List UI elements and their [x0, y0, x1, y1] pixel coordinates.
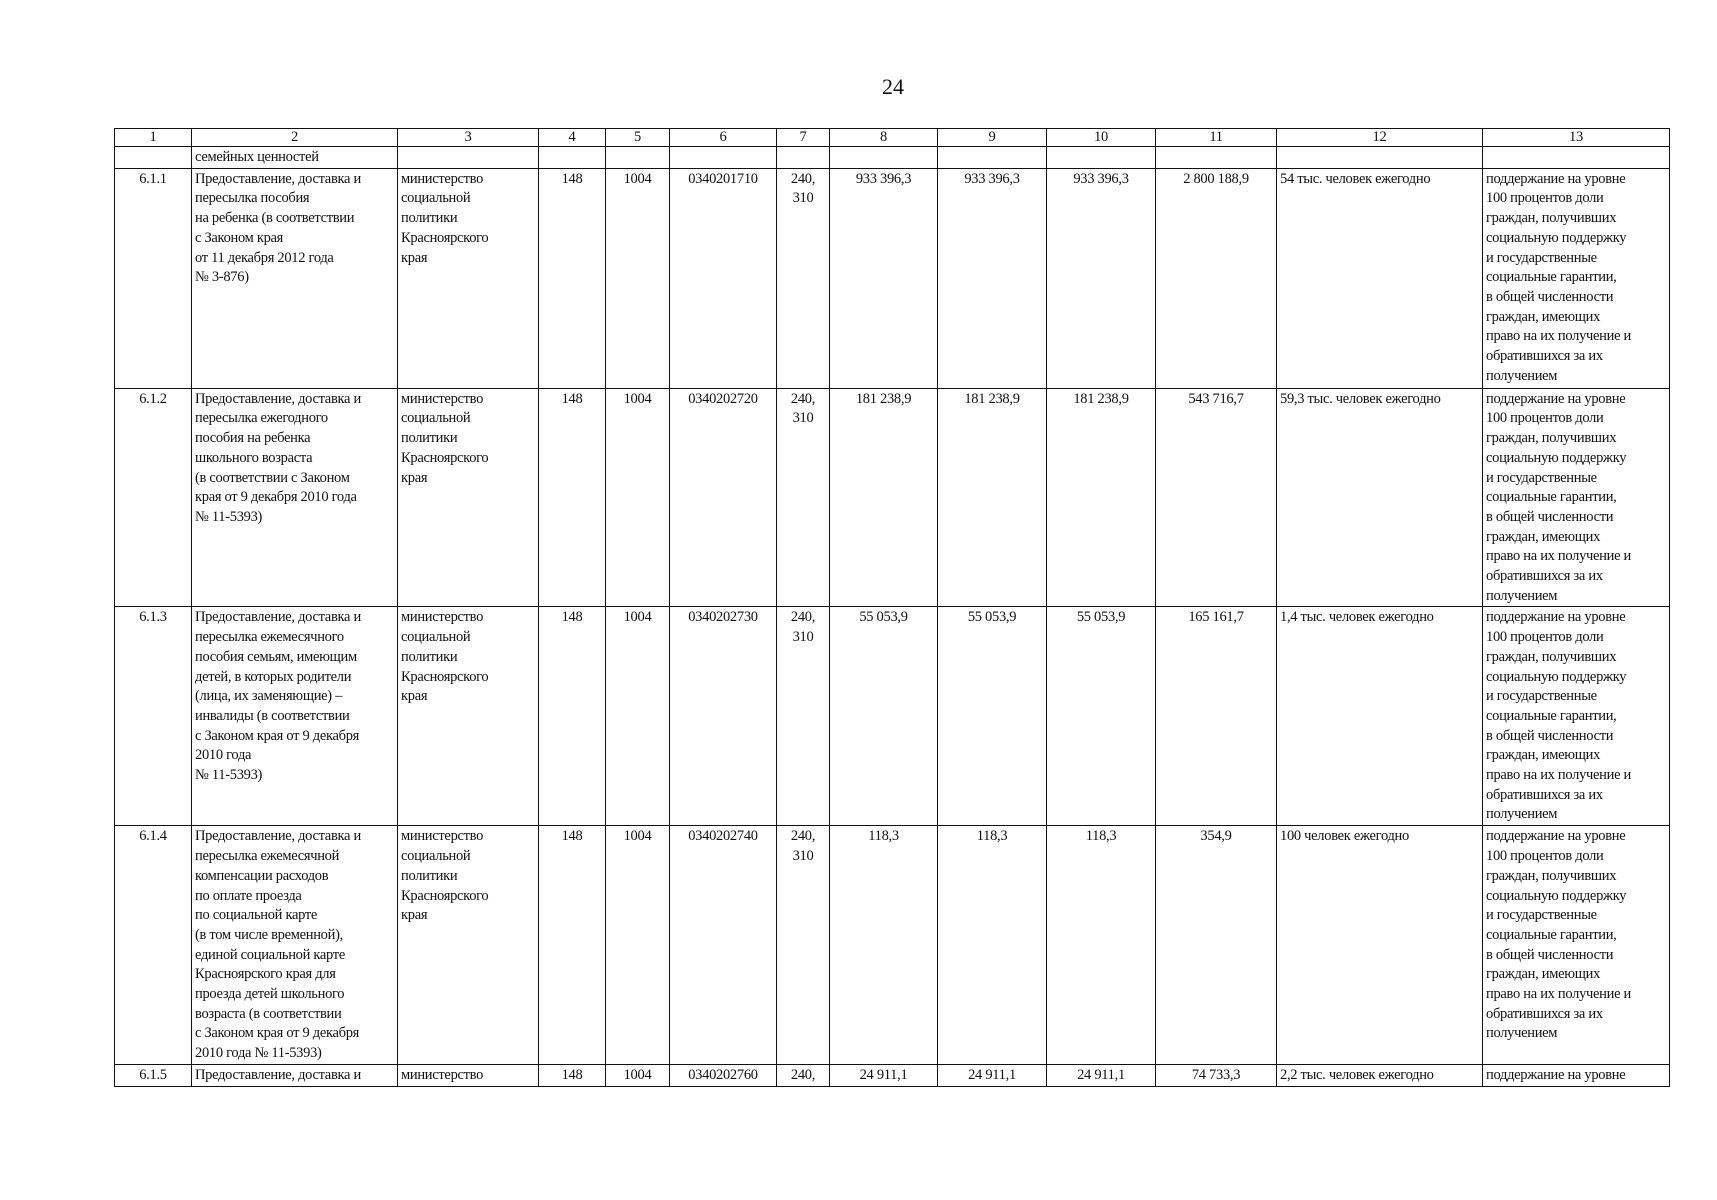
- cell-result: 59,3 тыс. человек ежегодно: [1277, 388, 1483, 607]
- cell-grbs: 148: [539, 388, 606, 607]
- cell-goal: поддержание на уровне 100 процентов доли граждан, получивших социальную поддержку и государственные социальные гарантии, в общей численности граждан, имеющих право на их получение и обратившихся за их получением: [1483, 388, 1670, 607]
- table-row: [115, 1065, 1670, 1087]
- cell-year3: 118,3: [1047, 826, 1156, 1065]
- empty-cell: [398, 147, 539, 169]
- cell-result: 1,4 тыс. человек ежегодно: [1277, 607, 1483, 826]
- table-row: [115, 168, 1670, 388]
- cell-total: 354,9: [1156, 826, 1277, 1065]
- column-header: 12: [1277, 129, 1483, 147]
- cell-year2: 933 396,3: [938, 168, 1047, 388]
- cell-rzpr: 1004: [606, 826, 670, 1065]
- program-activities-table: [114, 128, 1670, 1087]
- column-header: 4: [539, 129, 606, 147]
- cell-grbs: 148: [539, 607, 606, 826]
- cell-executor: министерство социальной политики Красноярского края: [398, 388, 539, 607]
- cell-csr: 0340202740: [670, 826, 777, 1065]
- cell-grbs: 148: [539, 168, 606, 388]
- cell-activity-name: Предоставление, доставка и пересылка пособия на ребенка (в соответствии с Законом края от 11 декабря 2012 года № 3-876): [192, 168, 398, 388]
- cell-num: 6.1.1: [115, 168, 192, 388]
- page-number: 24: [882, 74, 904, 99]
- column-header: 7: [777, 129, 830, 147]
- cell-vr: 240, 310: [777, 168, 830, 388]
- cell-activity-name: Предоставление, доставка и пересылка ежемесячного пособия семьям, имеющим детей, в которых родители (лица, их заменяющие) – инвалиды (в соответствии с Законом края от 9 декабря 2010 года № 11-5393): [192, 607, 398, 826]
- cell-csr: 0340202760: [670, 1065, 777, 1087]
- cell-year2: 55 053,9: [938, 607, 1047, 826]
- cell-vr: 240, 310: [777, 607, 830, 826]
- cell-activity-name: Предоставление, доставка и пересылка ежемесячной компенсации расходов по оплате проезда по социальной карте (в том числе временной), единой социальной карте Красноярского края для проезда детей школьного возраста (в соответствии с Законом края от 9 декабря 2010 года № 11-5393): [192, 826, 398, 1065]
- column-header: 8: [830, 129, 938, 147]
- cell-vr: 240, 310: [777, 826, 830, 1065]
- cell-executor: министерство социальной политики Красноярского края: [398, 826, 539, 1065]
- cell-total: 165 161,7: [1156, 607, 1277, 826]
- cell-total: 2 800 188,9: [1156, 168, 1277, 388]
- cell-num: 6.1.2: [115, 388, 192, 607]
- empty-cell: [938, 147, 1047, 169]
- cell-result: 54 тыс. человек ежегодно: [1277, 168, 1483, 388]
- table-row: [115, 388, 1670, 607]
- cell-year1: 118,3: [830, 826, 938, 1065]
- cell-vr: 240, 310: [777, 388, 830, 607]
- empty-cell: [1047, 147, 1156, 169]
- cell-year1: 55 053,9: [830, 607, 938, 826]
- cell-year3: 933 396,3: [1047, 168, 1156, 388]
- empty-cell: [539, 147, 606, 169]
- column-header: 1: [115, 129, 192, 147]
- cell-year3: 55 053,9: [1047, 607, 1156, 826]
- cell-csr: 0340202730: [670, 607, 777, 826]
- cell-num: 6.1.3: [115, 607, 192, 826]
- cell-total: 74 733,3: [1156, 1065, 1277, 1087]
- cell-year2: 24 911,1: [938, 1065, 1047, 1087]
- continuation-row: [115, 147, 1670, 169]
- cell-year2: 181 238,9: [938, 388, 1047, 607]
- table-row: [115, 826, 1670, 1065]
- cell-rzpr: 1004: [606, 168, 670, 388]
- cell-vr: 240,: [777, 1065, 830, 1087]
- empty-cell: [1277, 147, 1483, 169]
- column-header: 6: [670, 129, 777, 147]
- empty-cell: [830, 147, 938, 169]
- empty-cell: [777, 147, 830, 169]
- cell-goal: поддержание на уровне 100 процентов доли граждан, получивших социальную поддержку и государственные социальные гарантии, в общей численности граждан, имеющих право на их получение и обратившихся за их получением: [1483, 826, 1670, 1065]
- continuation-text: семейных ценностей: [192, 147, 398, 169]
- column-header: 3: [398, 129, 539, 147]
- cell-year1: 181 238,9: [830, 388, 938, 607]
- cell-executor: министерство социальной политики Красноярского края: [398, 607, 539, 826]
- cell-year3: 24 911,1: [1047, 1065, 1156, 1087]
- column-header: 5: [606, 129, 670, 147]
- cell-rzpr: 1004: [606, 1065, 670, 1087]
- column-header: 9: [938, 129, 1047, 147]
- column-header: 10: [1047, 129, 1156, 147]
- cell-year1: 933 396,3: [830, 168, 938, 388]
- cell-total: 543 716,7: [1156, 388, 1277, 607]
- cell-grbs: 148: [539, 826, 606, 1065]
- cell-result: 2,2 тыс. человек ежегодно: [1277, 1065, 1483, 1087]
- cell-goal: поддержание на уровне 100 процентов доли граждан, получивших социальную поддержку и государственные социальные гарантии, в общей численности граждан, имеющих право на их получение и обратившихся за их получением: [1483, 168, 1670, 388]
- cell-goal: поддержание на уровне: [1483, 1065, 1670, 1087]
- cell-csr: 0340202720: [670, 388, 777, 607]
- empty-cell: [606, 147, 670, 169]
- cell-num: 6.1.4: [115, 826, 192, 1065]
- column-header: 13: [1483, 129, 1670, 147]
- empty-cell: [1483, 147, 1670, 169]
- cell-num: [115, 147, 192, 169]
- column-header: 11: [1156, 129, 1277, 147]
- cell-rzpr: 1004: [606, 607, 670, 826]
- cell-executor: министерство социальной политики Красноярского края: [398, 168, 539, 388]
- cell-activity-name: Предоставление, доставка и пересылка ежегодного пособия на ребенка школьного возраста (в соответствии с Законом края от 9 декабря 2010 года № 11-5393): [192, 388, 398, 607]
- column-header: 2: [192, 129, 398, 147]
- table-row: [115, 607, 1670, 826]
- cell-year1: 24 911,1: [830, 1065, 938, 1087]
- cell-executor: министерство: [398, 1065, 539, 1087]
- cell-year2: 118,3: [938, 826, 1047, 1065]
- cell-num: 6.1.5: [115, 1065, 192, 1087]
- cell-result: 100 человек ежегодно: [1277, 826, 1483, 1065]
- cell-csr: 0340201710: [670, 168, 777, 388]
- cell-grbs: 148: [539, 1065, 606, 1087]
- cell-year3: 181 238,9: [1047, 388, 1156, 607]
- cell-rzpr: 1004: [606, 388, 670, 607]
- cell-goal: поддержание на уровне 100 процентов доли граждан, получивших социальную поддержку и государственные социальные гарантии, в общей численности граждан, имеющих право на их получение и обратившихся за их получением: [1483, 607, 1670, 826]
- empty-cell: [670, 147, 777, 169]
- cell-activity-name: Предоставление, доставка и: [192, 1065, 398, 1087]
- empty-cell: [1156, 147, 1277, 169]
- table-header-row: [115, 129, 1670, 147]
